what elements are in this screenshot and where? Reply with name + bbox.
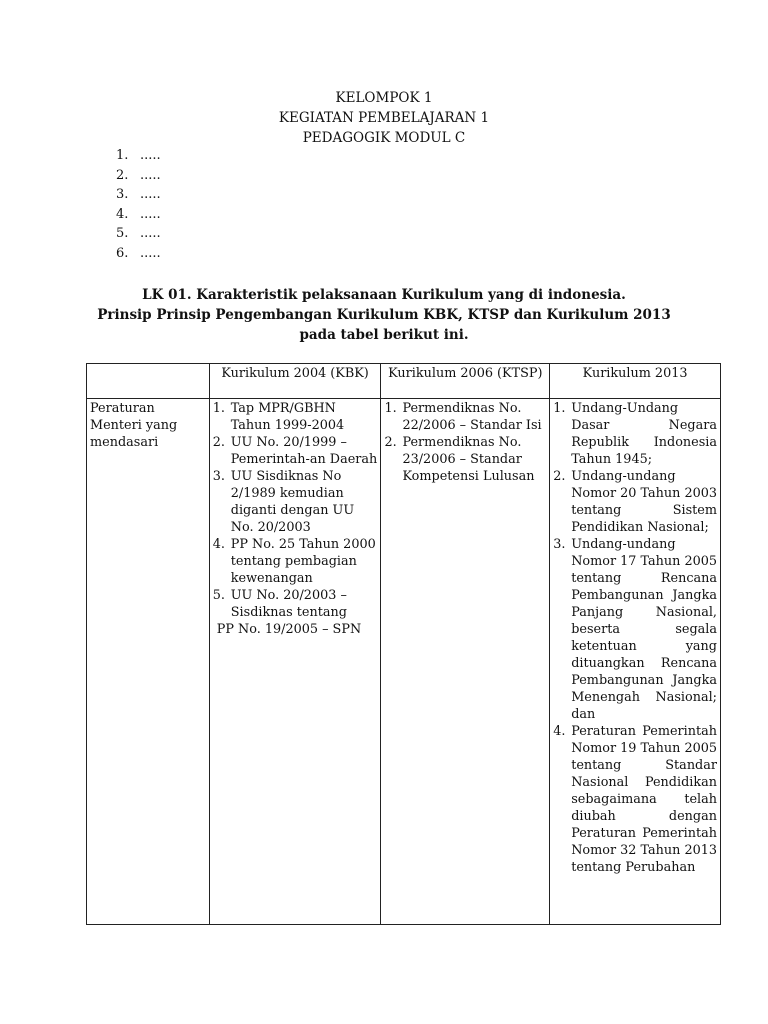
list-item: 5. UU No. 20/2003 – Sisdiknas tentang	[212, 588, 347, 620]
list-item: 1. Tap MPR/GBHN Tahun 1999-2004	[212, 401, 345, 433]
list-item: 2. Permendiknas No. 23/2006 – Standar Kompetensi Lulusan	[384, 435, 535, 484]
curriculum-table	[86, 363, 721, 925]
module-title: PEDAGOGIK MODUL C	[302, 130, 466, 146]
list-item: 1. Permendiknas No. 22/2006 – Standar Isi	[384, 401, 542, 433]
member-item: 6. .....	[116, 245, 161, 261]
header-cell-kbk: Kurikulum 2004 (KBK)	[209, 364, 381, 399]
header-cell-empty	[87, 364, 210, 399]
list-item: 2. Undang-undang Nomor 20 Tahun 2003 tentang Sistem Pendidikan Nasional;	[553, 469, 718, 535]
kbk-cell	[209, 399, 381, 925]
activity-title: KEGIATAN PEMBELAJARAN 1	[278, 110, 490, 126]
header-cell-k2013: Kurikulum 2013	[550, 364, 721, 399]
list-item: 3. UU Sisdiknas No 2/1989 kemudian diganti dengan UU No. 20/2003	[212, 469, 355, 535]
table-header-row	[87, 364, 721, 399]
task-heading	[0, 285, 768, 345]
task-title: LK 01. Karakteristik pelaksanaan Kurikulum yang di indonesia.	[142, 287, 626, 303]
k2013-list	[553, 400, 717, 876]
member-item: 4. .....	[116, 206, 161, 222]
header-cell-ktsp: Kurikulum 2006 (KTSP)	[381, 364, 550, 399]
row-label: Peraturan Menteri yang mendasari	[87, 399, 210, 925]
ktsp-list	[384, 400, 546, 485]
kbk-tail-text: PP No. 19/2005 – SPN	[216, 622, 362, 637]
kbk-list	[213, 400, 378, 621]
task-subtitle: Prinsip Prinsip Pengembangan Kurikulum KBK, KTSP dan Kurikulum 2013	[97, 307, 671, 323]
list-item: 4. PP No. 25 Tahun 2000 tentang pembagian kewenangan	[212, 537, 376, 586]
member-item: 1. .....	[116, 148, 161, 163]
list-item: 2. UU No. 20/1999 – Pemerintah-an Daerah	[212, 435, 378, 467]
table-row	[87, 399, 721, 925]
group-title: KELOMPOK 1	[335, 90, 433, 106]
ktsp-cell	[381, 399, 550, 925]
task-instruction: pada tabel berikut ini.	[299, 327, 469, 343]
document-header	[0, 88, 768, 148]
member-item: 2. .....	[116, 167, 161, 183]
member-item: 3. .....	[116, 187, 161, 203]
list-item: 4. Peraturan Pemerintah Nomor 19 Tahun 2005 tentang Standar Nasional Pendidikan sebagaimana telah diubah dengan Peraturan Pemerintah Nomor 32 Tahun 2013 tentang Perubahan	[553, 724, 718, 875]
member-list	[116, 146, 161, 264]
list-item: 1. Undang-Undang Dasar Negara Republik Indonesia Tahun 1945;	[553, 401, 717, 467]
member-item: 5. .....	[116, 226, 161, 242]
k2013-cell	[550, 399, 721, 925]
list-item: 3. Undang-undang Nomor 17 Tahun 2005 tentang Rencana Pembangunan Jangka Panjang Nasional, beserta segala ketentuan yang dituangkan Rencana Pembangunan Jangka Menengah Nasional; dan	[553, 537, 718, 722]
